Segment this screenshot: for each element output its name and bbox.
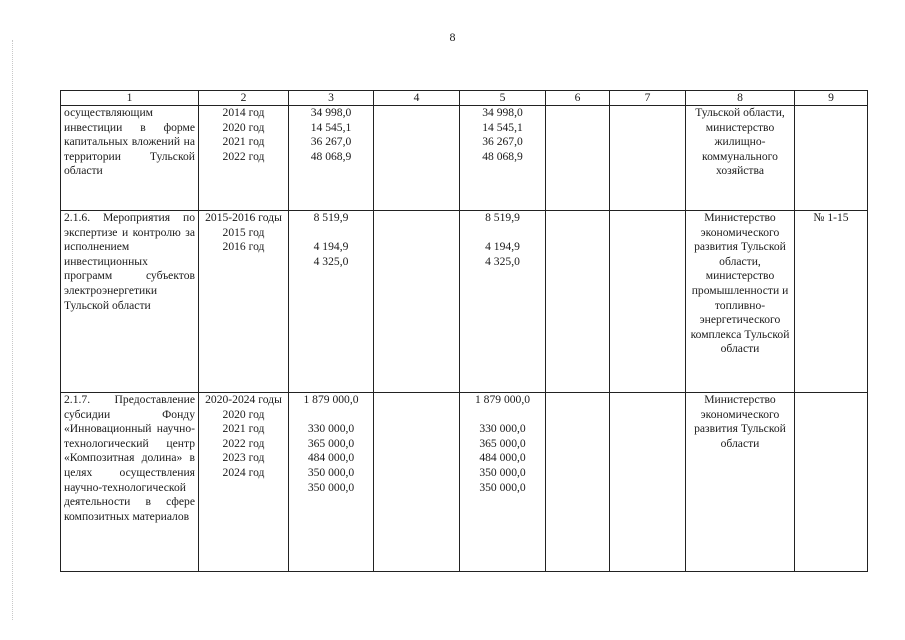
amount-value: 350 000,0	[479, 465, 526, 479]
amount-regional-cell	[460, 393, 546, 572]
period-cell	[199, 211, 289, 393]
amount-total-cell	[289, 106, 374, 211]
period-value: 2020 год	[222, 120, 265, 134]
period-value: 2024 год	[222, 465, 265, 479]
column-header: 7	[610, 91, 686, 106]
column-header: 2	[199, 91, 289, 106]
amount-value: 36 267,0	[310, 135, 352, 149]
amount-value: 1 879 000,0	[474, 393, 531, 406]
amount-value: 4 194,9	[313, 240, 349, 254]
column-4-cell	[374, 211, 460, 393]
amount-value: 350 000,0	[307, 465, 355, 479]
period-cell	[199, 393, 289, 572]
amount-value	[292, 226, 370, 241]
amount-value	[463, 226, 542, 241]
amount-value: 34 998,0	[310, 106, 352, 119]
period-value: 2020 год	[222, 407, 265, 421]
period-value: 2016 год	[222, 240, 265, 254]
indicator-cell	[795, 393, 868, 572]
table-row	[61, 106, 868, 211]
column-6-cell	[546, 106, 610, 211]
amount-regional-cell	[460, 106, 546, 211]
period-value: 2021 год	[222, 422, 265, 436]
column-4-cell	[374, 106, 460, 211]
column-6-cell	[546, 393, 610, 572]
amount-value: 4 194,9	[485, 240, 520, 254]
executor-cell: Министерство экономического развития Тульской области, министерство промышленности и топливно-энергетического комплекса Тульской области	[686, 211, 795, 393]
column-header: 4	[374, 91, 460, 106]
amount-value: 350 000,0	[479, 480, 526, 494]
period-value: 2023 год	[222, 451, 265, 465]
amount-value: 484 000,0	[479, 451, 526, 465]
column-6-cell	[546, 211, 610, 393]
period-value: 2022 год	[222, 436, 265, 450]
column-header: 9	[795, 91, 868, 106]
period-value: 2015 год	[222, 225, 265, 239]
column-7-cell	[610, 211, 686, 393]
amount-value: 350 000,0	[307, 480, 355, 494]
executor-cell: Министерство экономического развития Тульской области	[686, 393, 795, 572]
column-4-cell	[374, 393, 460, 572]
amount-value: 14 545,1	[482, 120, 523, 134]
scan-edge-mark	[12, 40, 13, 620]
amount-value: 484 000,0	[307, 451, 355, 465]
page-number: 8	[449, 30, 456, 44]
amount-value: 34 998,0	[482, 106, 523, 119]
indicator-cell: № 1-15	[795, 211, 868, 393]
budget-table	[60, 90, 868, 572]
amount-value: 48 068,9	[310, 149, 352, 163]
measure-name: 2.1.7. Предоставление субсидии Фонду «Инновационный научно-технологический центр «Композитная долина» в целях осуществления научно-технологической деятельности в сфере композитных материалов	[61, 393, 199, 572]
column-7-cell	[610, 106, 686, 211]
table-row	[61, 393, 868, 572]
amount-regional-cell	[460, 211, 546, 393]
amount-value: 365 000,0	[307, 436, 355, 450]
indicator-cell	[795, 106, 868, 211]
table-row	[61, 211, 868, 393]
amount-value: 8 519,9	[485, 211, 520, 224]
period-value: 2020-2024 годы	[205, 393, 282, 406]
measure-name: осуществляющим инвестиции в форме капитальных вложений на территории Тульской области	[61, 106, 199, 211]
table-header-row	[61, 91, 868, 106]
column-header: 3	[289, 91, 374, 106]
column-header: 1	[61, 91, 199, 106]
amount-value: 8 519,9	[313, 211, 349, 224]
amount-value: 48 068,9	[482, 149, 523, 163]
amount-value	[292, 408, 370, 423]
amount-value: 1 879 000,0	[303, 393, 359, 406]
period-value: 2014 год	[222, 106, 265, 119]
column-header: 6	[546, 91, 610, 106]
column-header: 8	[686, 91, 795, 106]
amount-value	[463, 408, 542, 423]
amount-value: 36 267,0	[482, 135, 523, 149]
amount-value: 365 000,0	[479, 436, 526, 450]
amount-value: 330 000,0	[479, 422, 526, 436]
period-cell	[199, 106, 289, 211]
period-value: 2022 год	[222, 149, 265, 163]
amount-value: 4 325,0	[485, 254, 520, 268]
measure-name: 2.1.6. Мероприятия по экспертизе и контролю за исполнением инвестиционных программ субъектов электроэнергетики Тульской области	[61, 211, 199, 393]
amount-total-cell	[289, 211, 374, 393]
column-7-cell	[610, 393, 686, 572]
executor-cell: Тульской области, министерство жилищно-коммунального хозяйства	[686, 106, 795, 211]
amount-value: 4 325,0	[313, 254, 349, 268]
amount-value: 330 000,0	[307, 422, 355, 436]
period-value: 2021 год	[222, 135, 265, 149]
amount-total-cell	[289, 393, 374, 572]
period-value: 2015-2016 годы	[205, 211, 282, 224]
column-header: 5	[460, 91, 546, 106]
amount-value: 14 545,1	[310, 120, 352, 134]
